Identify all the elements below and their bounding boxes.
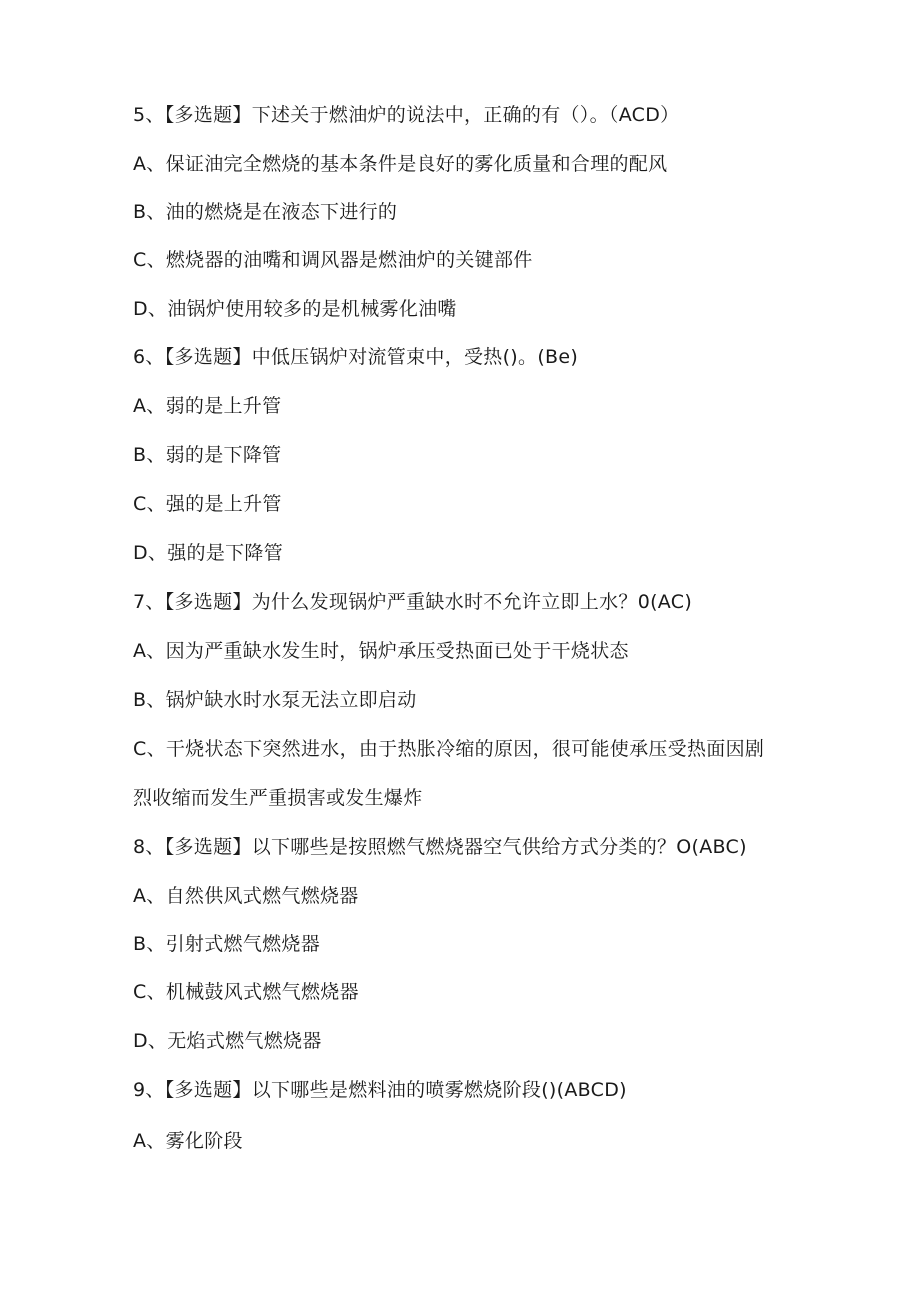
question-6: 6、【多选题】中低压锅炉对流管束中，受热()。(Be) <box>133 346 579 368</box>
question-5: 5、【多选题】下述关于燃油炉的说法中，正确的有（）。（ACD） <box>133 104 680 126</box>
q8-option-c: C、机械鼓风式燃气燃烧器 <box>133 981 359 1003</box>
q7-option-c: C、干烧状态下突然进水，由于热胀冷缩的原因，很可能使承压受热面因剧 <box>133 738 765 760</box>
q8-option-a: A、自然供风式燃气燃烧器 <box>133 885 359 907</box>
q6-option-b: B、弱的是下降管 <box>133 444 282 466</box>
q7-option-b: B、锅炉缺水时水泵无法立即启动 <box>133 689 417 711</box>
q6-option-c: C、强的是上升管 <box>133 493 282 515</box>
q8-option-d: D、无焰式燃气燃烧器 <box>133 1030 322 1052</box>
q8-option-b: B、引射式燃气燃烧器 <box>133 933 321 955</box>
q5-option-c: C、燃烧器的油嘴和调风器是燃油炉的关键部件 <box>133 249 533 271</box>
question-8: 8、【多选题】以下哪些是按照燃气燃烧器空气供给方式分类的？O(ABC) <box>133 836 747 858</box>
q5-option-a: A、保证油完全燃烧的基本条件是良好的雾化质量和合理的配风 <box>133 153 668 175</box>
q7-option-c-continued: 烈收缩而发生严重损害或发生爆炸 <box>133 787 423 809</box>
q5-option-b: B、油的燃烧是在液态下进行的 <box>133 201 398 223</box>
q6-option-d: D、强的是下降管 <box>133 542 284 564</box>
q9-option-a: A、雾化阶段 <box>133 1130 243 1152</box>
q5-option-d: D、油锅炉使用较多的是机械雾化油嘴 <box>133 298 457 320</box>
question-7: 7、【多选题】为什么发现锅炉严重缺水时不允许立即上水？0(AC) <box>133 591 693 613</box>
question-9: 9、【多选题】以下哪些是燃料油的喷雾燃烧阶段()(ABCD) <box>133 1079 627 1101</box>
q6-option-a: A、弱的是上升管 <box>133 395 282 417</box>
q7-option-a: A、因为严重缺水发生时，锅炉承压受热面已处于干烧状态 <box>133 640 629 662</box>
